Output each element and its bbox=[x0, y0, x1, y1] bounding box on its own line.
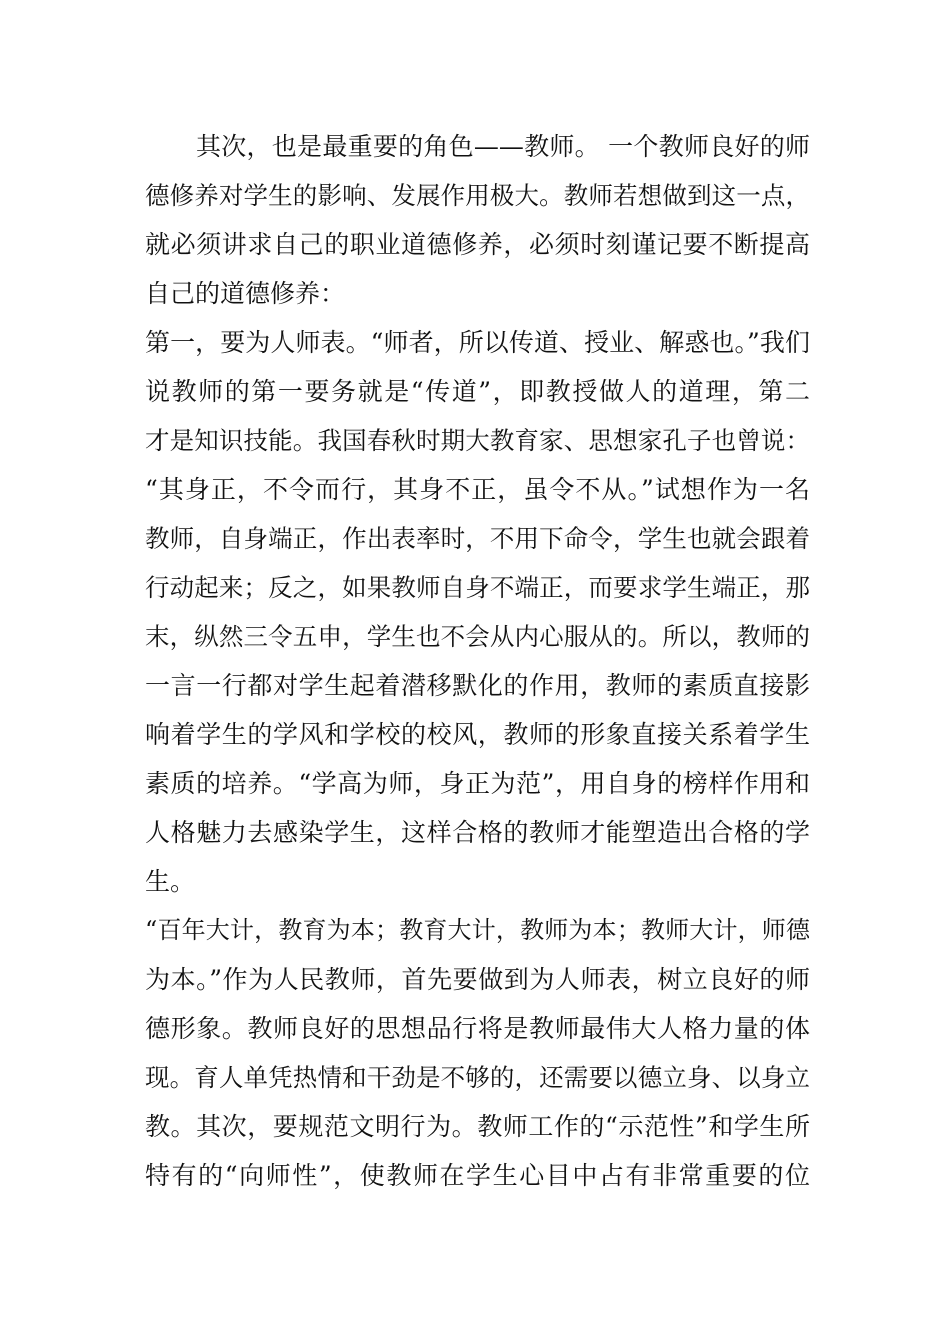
text-line: 才是知识技能。我国春秋时期大教育家、思想家孔子也曾说： bbox=[145, 426, 810, 455]
text-line: 一言一行都对学生起着潜移默化的作用，教师的素质直接影 bbox=[145, 671, 810, 700]
text-line: 教。其次，要规范文明行为。教师工作的“示范性”和学生所 bbox=[145, 1112, 810, 1141]
text-line: 第一，要为人师表。“师者，所以传道、授业、解惑也。”我们 bbox=[145, 328, 810, 357]
text-line: “其身正，不令而行，其身不正，虽令不从。”试想作为一名 bbox=[145, 475, 810, 504]
text-line: 就必须讲求自己的职业道德修养，必须时刻谨记要不断提高 bbox=[145, 230, 810, 259]
text-line: 响着学生的学风和学校的校风，教师的形象直接关系着学生 bbox=[145, 720, 810, 749]
text-line: “百年大计，教育为本；教育大计，教师为本；教师大计，师德 bbox=[145, 916, 810, 944]
text-line: 特有的“向师性”，使教师在学生心目中占有非常重要的位 bbox=[145, 1161, 810, 1190]
text-line: 说教师的第一要务就是“传道”，即教授做人的道理，第二 bbox=[145, 377, 810, 406]
text-line: 生。 bbox=[145, 867, 196, 896]
text-line: 人格魅力去感染学生，这样合格的教师才能塑造出合格的学 bbox=[145, 818, 810, 847]
text-line: 素质的培养。“学高为师，身正为范”，用自身的榜样作用和 bbox=[145, 769, 810, 798]
text-line: 其次，也是最重要的角色——教师。 一个教师良好的师 bbox=[196, 132, 810, 161]
text-line: 行动起来；反之，如果教师自身不端正，而要求学生端正，那 bbox=[145, 573, 810, 602]
text-line: 为本。”作为人民教师，首先要做到为人师表，树立良好的师 bbox=[145, 965, 810, 994]
text-line: 自己的道德修养： bbox=[145, 279, 346, 308]
text-line: 教师，自身端正，作出表率时，不用下命令，学生也就会跟着 bbox=[145, 524, 810, 553]
text-line: 德修养对学生的影响、发展作用极大。教师若想做到这一点， bbox=[145, 181, 810, 210]
text-line: 末，纵然三令五申，学生也不会从内心服从的。所以，教师的 bbox=[145, 622, 810, 651]
text-line: 德形象。教师良好的思想品行将是教师最伟大人格力量的体 bbox=[145, 1014, 810, 1043]
document-body bbox=[145, 122, 810, 1200]
text-line: 现。育人单凭热情和干劲是不够的，还需要以德立身、以身立 bbox=[145, 1063, 810, 1092]
